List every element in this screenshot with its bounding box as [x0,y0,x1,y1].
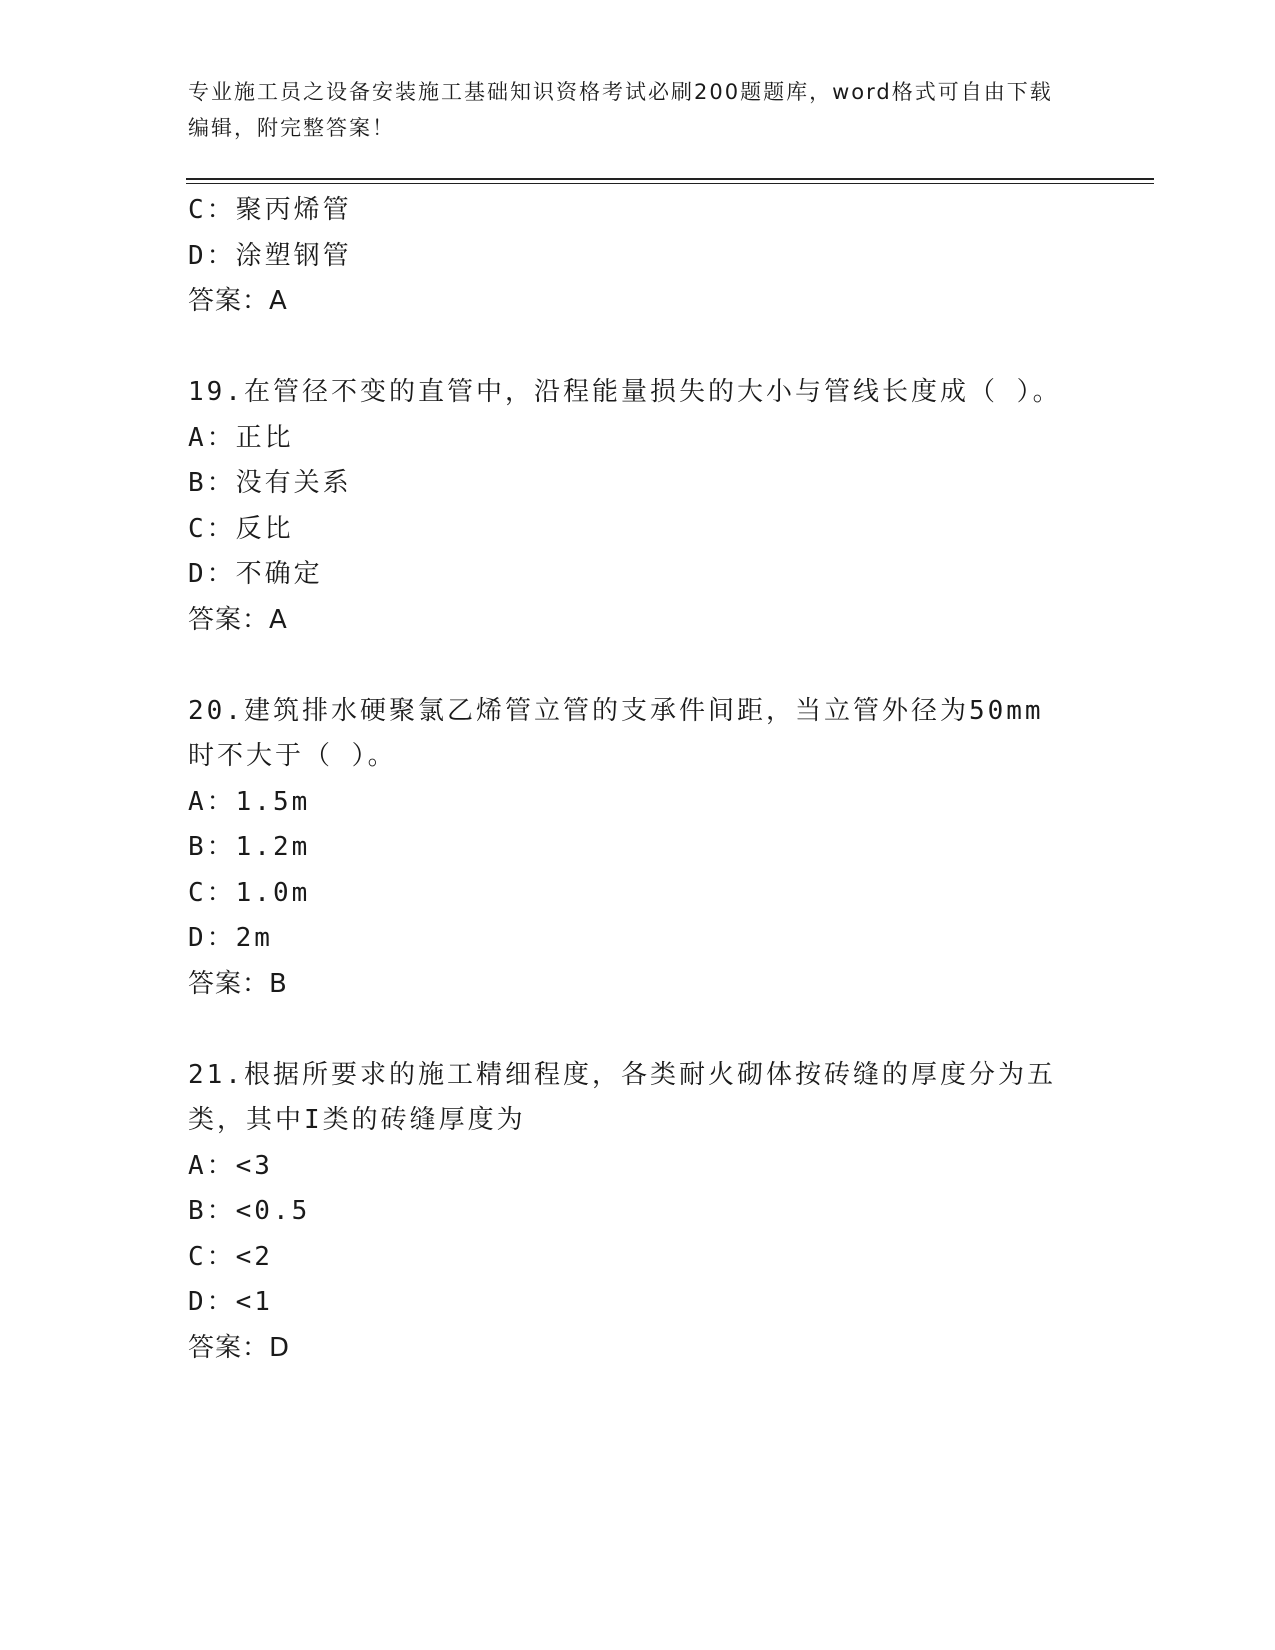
option-label: B： [188,1196,236,1226]
option-label: D： [188,559,236,589]
answer-line: 答案：D [188,1332,291,1363]
option-label: C： [188,877,236,908]
question-text: 19.在管径不变的直管中，沿程能量损失的大小与管线长度成（ ）。 [188,377,1062,407]
answer-line: 答案：A [188,604,288,635]
header-divider-bottom [186,183,1154,184]
option-label: B： [188,832,236,862]
option-b [188,461,1088,507]
document-title: 专业施工员之设备安装施工基础知识资格考试必刷200题题库，word格式可自由下载编辑，附完整答案！ [188,80,1053,140]
option-text: 1.2m [235,832,311,862]
option-text: 聚丙烯管 [235,195,352,225]
option-text: 涂塑钢管 [235,240,352,271]
header-divider-top [186,178,1154,180]
option-c [188,188,1088,234]
option-c [188,507,1088,553]
option-text: 反比 [235,513,294,544]
option-label: C： [188,195,236,225]
answer-line: 答案：A [188,286,288,316]
option-d [188,916,1088,962]
spacer [188,1007,1088,1053]
question-text: 21.根据所要求的施工精细程度，各类耐火砌体按砖缝的厚度分为五类，其中I类的砖缝厚度为 [188,1059,1056,1135]
question-fragment [188,188,1088,325]
option-c [188,871,1088,917]
document-body [188,188,1088,1371]
option-text: 1.0m [235,877,311,908]
option-a [188,1144,1088,1190]
answer-line: 答案：B [188,968,288,999]
option-text: <0.5 [235,1196,311,1226]
option-label: C： [188,1241,236,1272]
option-text: 没有关系 [235,468,352,498]
option-text: 正比 [235,422,294,453]
option-d [188,552,1088,598]
option-label: A： [188,422,236,453]
option-label: D： [188,1287,236,1317]
option-text: <1 [235,1287,273,1317]
question-text: 20.建筑排水硬聚氯乙烯管立管的支承件间距，当立管外径为50mm时不大于（ ）。 [188,695,1044,771]
option-label: C： [188,513,236,544]
question-19 [188,370,1088,643]
option-text: 2m [235,923,273,953]
option-a [188,416,1088,462]
option-text: 1.5m [235,786,311,817]
option-label: D： [188,240,236,271]
option-text: <3 [235,1150,273,1181]
option-d [188,234,1088,280]
option-d [188,1280,1088,1326]
spacer [188,643,1088,689]
spacer [188,325,1088,371]
question-20 [188,689,1088,1008]
option-label: D： [188,923,236,953]
option-label: A： [188,1150,236,1181]
option-b [188,825,1088,871]
page-header [188,74,1068,146]
option-text: <2 [235,1241,273,1272]
option-label: B： [188,468,236,498]
option-b [188,1189,1088,1235]
question-21 [188,1053,1088,1372]
option-text: 不确定 [235,559,323,589]
option-a [188,780,1088,826]
option-label: A： [188,786,236,817]
option-c [188,1235,1088,1281]
